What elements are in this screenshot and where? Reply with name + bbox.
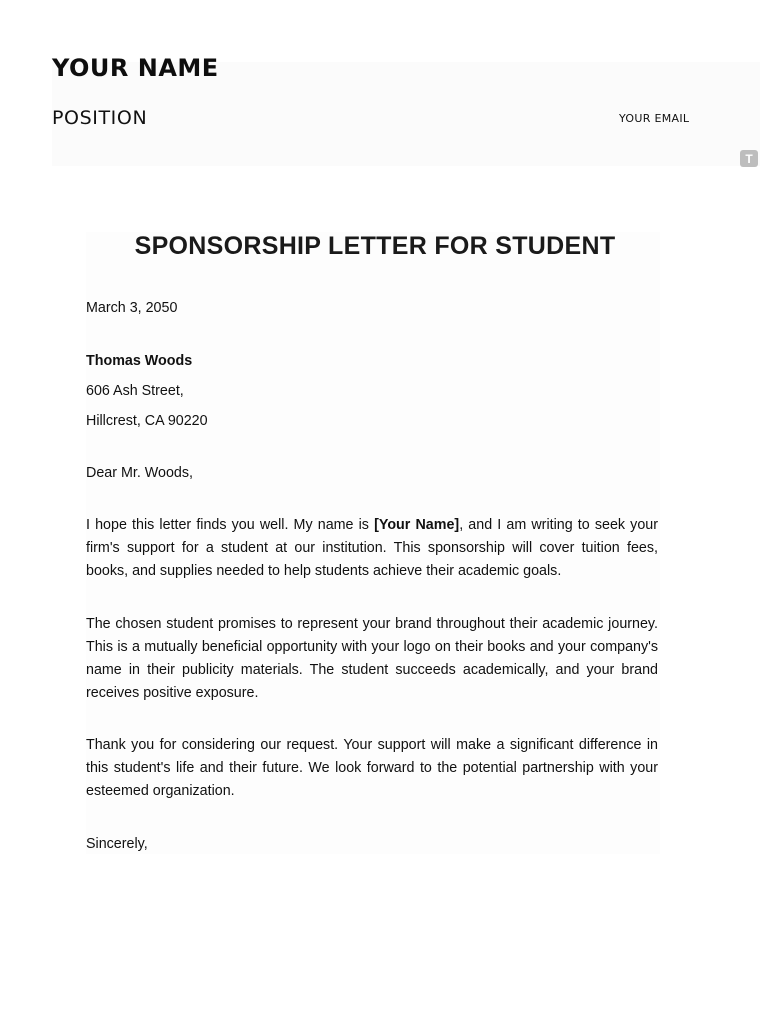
text-tool-glyph: T: [745, 151, 753, 166]
paragraph-intro-end: , and I am writing to seek your firm's support for a student at our institution. This sponsorship will cover tuition fees, books, and supplies needed to help students achieve their academic goals.: [86, 517, 658, 579]
paragraph-thanks: Thank you for considering our request. Your support will make a significant difference in this student's life and their future. We look forward to the potential partnership with your esteemed organization.: [86, 737, 658, 799]
paragraph-benefits: The chosen student promises to represent your brand throughout their academic journey. This is a mutually beneficial opportunity with your logo on their books and your company's name in their publicity materials. The student succeeds academically, and your brand receives positive exposure.: [86, 616, 658, 701]
your-name-placeholder: [Your Name]: [374, 517, 460, 533]
closing: Sincerely,: [86, 836, 148, 852]
paragraph-intro: [86, 514, 658, 583]
recipient-name: Thomas Woods: [86, 353, 193, 369]
salutation: Dear Mr. Woods,: [86, 465, 193, 481]
sender-position: POSITION: [52, 107, 148, 129]
paragraph-intro-start: I hope this letter finds you well. My name is: [86, 517, 375, 533]
sender-name: YOUR NAME: [52, 54, 219, 82]
letter-date: March 3, 2050: [86, 300, 178, 316]
letter-title: SPONSORSHIP LETTER FOR STUDENT: [134, 232, 616, 260]
recipient-city: Hillcrest, CA 90220: [86, 413, 208, 429]
text-tool-icon[interactable]: [740, 150, 758, 167]
sender-email: YOUR EMAIL: [619, 112, 690, 125]
recipient-street: 606 Ash Street,: [86, 383, 184, 399]
